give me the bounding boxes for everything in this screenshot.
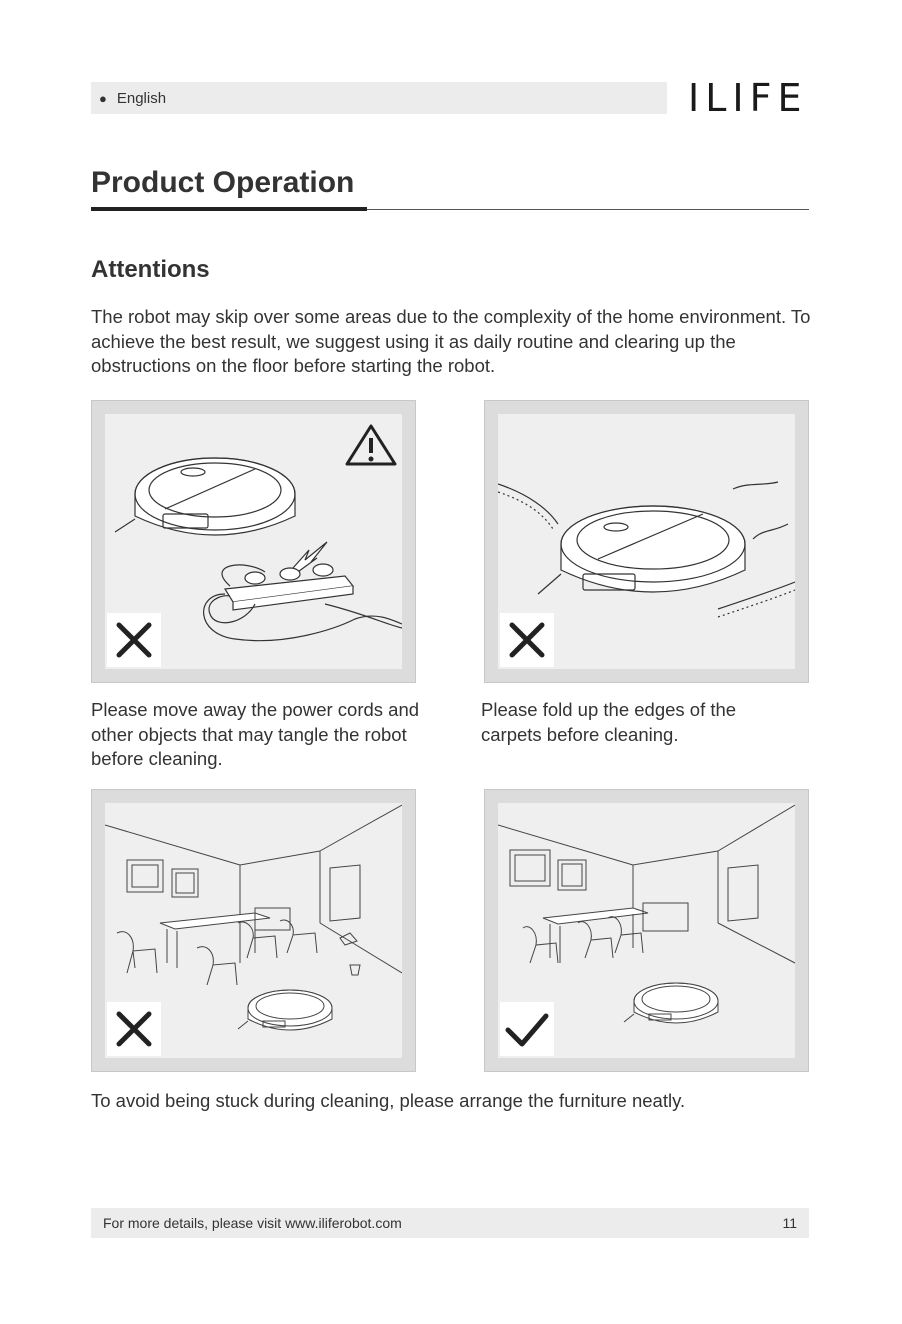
page-title: Product Operation <box>91 166 355 199</box>
title-rule <box>367 209 809 210</box>
check-mark <box>500 1002 554 1056</box>
intro-paragraph: The robot may skip over some areas due to the complexity of the home environment. To achieve the best result, we suggest using it as daily routine and clearing up the obstructions on the floor before starting the robot. <box>91 306 811 376</box>
illustration-messy-room <box>91 789 416 1072</box>
cross-mark <box>500 613 554 667</box>
language-bar <box>91 82 667 114</box>
footer-text: For more details, please visit www.iliferobot.com <box>103 1215 402 1231</box>
cross-icon <box>500 613 554 667</box>
page-number: 11 <box>782 1215 797 1231</box>
check-icon <box>500 1002 554 1056</box>
bullet-icon: ● <box>99 90 107 106</box>
footer-bar <box>91 1208 809 1238</box>
illustration-carpet-edges <box>484 400 809 683</box>
brand-logo: ILIFE <box>688 76 808 120</box>
illustration-power-cords <box>91 400 416 683</box>
cross-mark <box>107 613 161 667</box>
caption-carpet-edges: Please fold up the edges of the carpets before cleaning. <box>481 699 737 745</box>
title-underline <box>91 207 367 211</box>
caption-power-cords: Please move away the power cords and other objects that may tangle the robot before cleaning. <box>91 699 420 769</box>
cross-mark <box>107 1002 161 1056</box>
furniture-caption: To avoid being stuck during cleaning, please arrange the furniture neatly. <box>91 1090 686 1111</box>
language-label: English <box>116 89 167 107</box>
cross-icon <box>107 1002 161 1056</box>
illustration-tidy-room <box>484 789 809 1072</box>
section-heading: Attentions <box>91 256 210 283</box>
cross-icon <box>107 613 161 667</box>
